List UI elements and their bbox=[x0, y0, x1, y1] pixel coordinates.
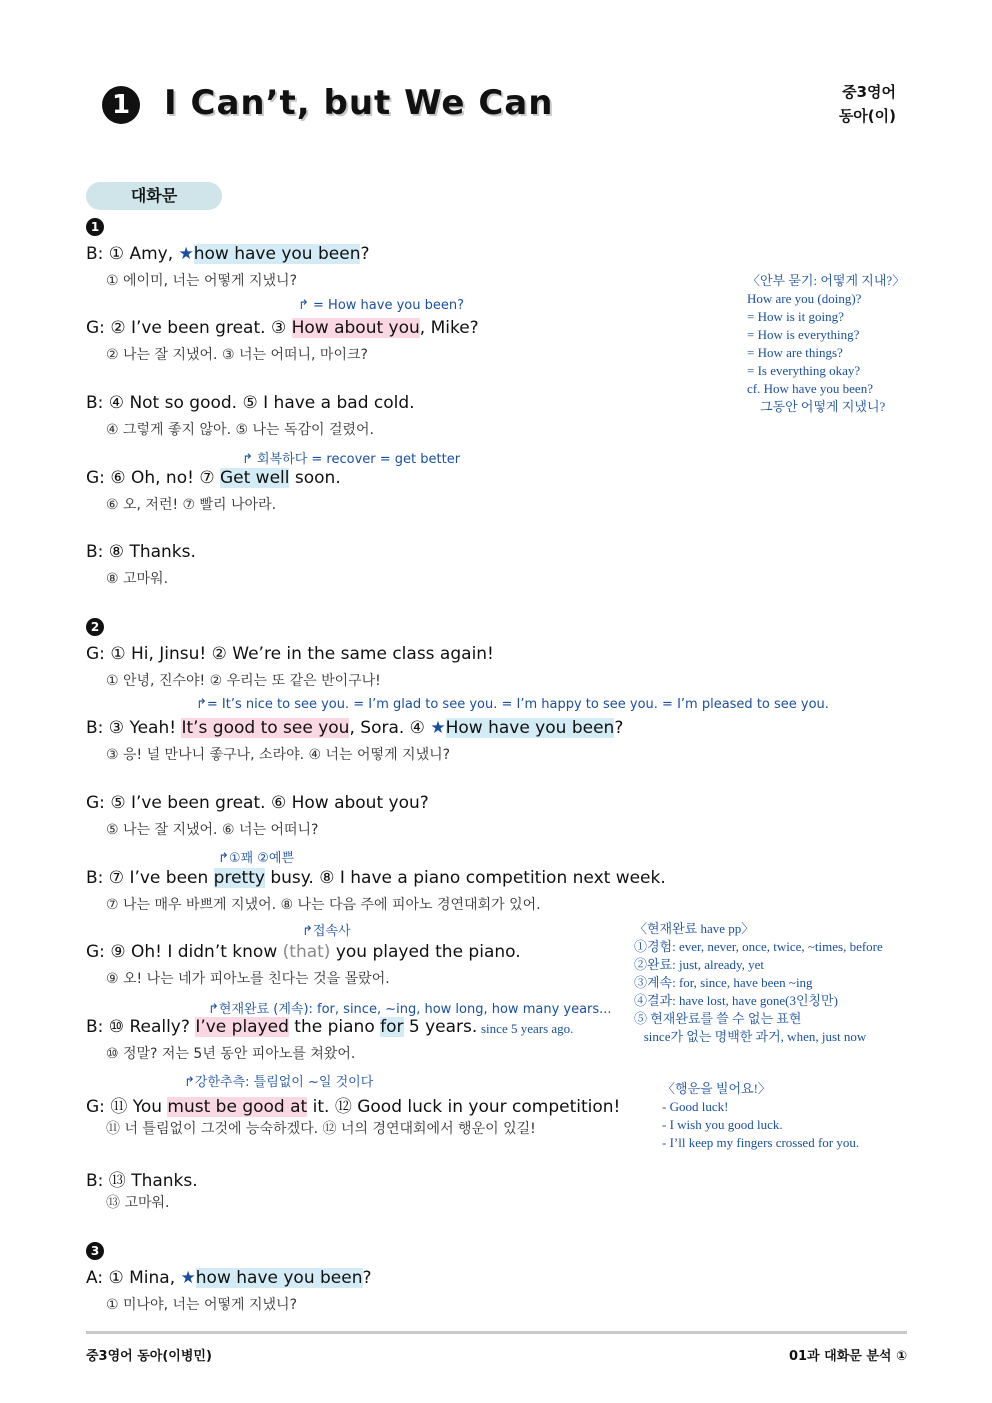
side-note-line: - I wish you good luck. bbox=[662, 1117, 783, 1132]
korean-translation: ⑦ 나는 매우 바쁘게 지냈어. ⑧ 나는 다음 주에 피아노 경연대회가 있어. bbox=[106, 897, 541, 913]
line-text: for bbox=[380, 1017, 404, 1037]
line-text: How about you bbox=[291, 318, 420, 338]
speaker-label: G: bbox=[86, 1097, 111, 1117]
header-meta bbox=[839, 80, 896, 128]
dialogue-line bbox=[86, 1268, 372, 1288]
side-note-line: = How are things? bbox=[747, 345, 843, 360]
side-note-line: = How is it going? bbox=[747, 309, 844, 324]
korean-translation: ⑤ 나는 잘 지냈어. ⑥ 너는 어떠니? bbox=[106, 822, 319, 838]
side-note-good-luck bbox=[662, 1080, 859, 1152]
line-text: busy. ⑧ I have a piano competition next week. bbox=[264, 868, 666, 888]
korean-translation: ① 미나야, 너는 어떻게 지냈니? bbox=[106, 1297, 297, 1313]
annotation-note: ↱ = How have you been? bbox=[298, 298, 464, 313]
line-text: ⑩ Really? bbox=[108, 1017, 196, 1037]
speaker-label: G: bbox=[86, 644, 111, 664]
line-text: How have you been bbox=[445, 718, 615, 738]
speaker-label: B: bbox=[86, 868, 109, 888]
side-note-line: cf. How have you been? bbox=[747, 381, 873, 396]
side-note-line: 〈행운을 빌어요!〉 bbox=[662, 1081, 771, 1096]
line-text: ? bbox=[362, 1268, 372, 1288]
side-note-present-perfect bbox=[634, 920, 883, 1046]
dialogue-line bbox=[86, 1166, 198, 1191]
annotation-note: ↱접속사 bbox=[302, 924, 351, 939]
section-label: 대화문 bbox=[86, 182, 222, 210]
side-note-line: = How is everything? bbox=[747, 327, 860, 342]
annotation-note: ↱현재완료 (계속): for, since, ~ing, how long, how many years... bbox=[208, 1002, 612, 1017]
star-icon: ★ bbox=[430, 718, 446, 738]
dialogue-number: 1 bbox=[86, 218, 104, 236]
footer-rule bbox=[86, 1331, 907, 1334]
korean-translation: ⑨ 오! 나는 네가 피아노를 친다는 것을 몰랐어. bbox=[106, 971, 390, 987]
dialogue-line bbox=[86, 644, 494, 664]
line-text: 5 years. bbox=[403, 1017, 478, 1037]
speaker-label: B: bbox=[86, 1171, 109, 1191]
line-text: I’ve played bbox=[195, 1017, 289, 1037]
lesson-number-badge: 1 bbox=[102, 86, 140, 124]
line-text: soon. bbox=[289, 468, 341, 488]
annotation-note: ↱강한추측: 틀림없이 ~일 것이다 bbox=[184, 1075, 374, 1090]
side-note-line: ①경험: ever, never, once, twice, ~times, before bbox=[634, 939, 883, 954]
side-note-line: - I’ll keep my fingers crossed for you. bbox=[662, 1135, 860, 1150]
dialogue-line bbox=[86, 942, 521, 962]
annotation-note: ↱= It’s nice to see you. = I’m glad to see you. = I’m happy to see you. = I’m pleased to see you. bbox=[196, 697, 829, 712]
star-icon: ★ bbox=[178, 244, 194, 264]
line-text: ? bbox=[360, 244, 370, 264]
side-note-greetings bbox=[747, 272, 905, 416]
dialogue-line bbox=[86, 393, 415, 413]
line-text: ① Mina, bbox=[108, 1268, 181, 1288]
aside-note: since 5 years ago. bbox=[481, 1021, 574, 1036]
side-note-line: 〈안부 묻기: 어떻게 지내?〉 bbox=[747, 273, 906, 288]
line-text: , Mike? bbox=[419, 318, 479, 338]
speaker-label: A: bbox=[86, 1268, 109, 1288]
line-text: must be good at bbox=[167, 1097, 308, 1117]
dialogue-line bbox=[86, 718, 623, 738]
korean-translation: ⑥ 오, 저런! ⑦ 빨리 나아라. bbox=[106, 497, 277, 513]
line-text: ⑥ Oh, no! ⑦ bbox=[110, 468, 220, 488]
line-text: the piano bbox=[288, 1017, 381, 1037]
line-text: It’s good to see you bbox=[181, 718, 350, 738]
speaker-label: G: bbox=[86, 942, 111, 962]
line-text: ① Amy, bbox=[108, 244, 179, 264]
side-note-line: How are you (doing)? bbox=[747, 291, 862, 306]
line-text: Get well bbox=[219, 468, 290, 488]
line-text: ② I’ve been great. ③ bbox=[110, 318, 292, 338]
side-note-line: = Is everything okay? bbox=[747, 363, 861, 378]
korean-translation: ③ 응! 널 만나니 좋구나, 소라야. ④ 너는 어떻게 지냈니? bbox=[106, 747, 451, 763]
speaker-label: B: bbox=[86, 718, 109, 738]
speaker-label: B: bbox=[86, 393, 109, 413]
dialogue-line bbox=[86, 318, 479, 338]
speaker-label: G: bbox=[86, 318, 111, 338]
side-note-line: ②완료: just, already, yet bbox=[634, 957, 765, 972]
side-note-line: ④결과: have lost, have gone(3인칭만) bbox=[634, 993, 838, 1008]
line-text: ③ Yeah! bbox=[108, 718, 182, 738]
speaker-label: G: bbox=[86, 468, 111, 488]
line-text: ⑬ Thanks. bbox=[108, 1171, 198, 1191]
line-text: ⑪ You bbox=[110, 1097, 168, 1117]
speaker-label: B: bbox=[86, 1017, 109, 1037]
side-note-line: - Good luck! bbox=[662, 1099, 729, 1114]
line-text: how have you been bbox=[193, 244, 361, 264]
line-text: ⑨ Oh! I didn’t know bbox=[110, 942, 283, 962]
publisher-label: 동아(이) bbox=[838, 107, 896, 125]
line-text: you played the piano. bbox=[330, 942, 521, 962]
dialogue-line bbox=[86, 244, 370, 264]
line-text: ① Hi, Jinsu! ② We’re in the same class again! bbox=[110, 644, 494, 664]
star-icon: ★ bbox=[180, 1268, 196, 1288]
side-note-line: 그동안 어떻게 지냈니? bbox=[747, 399, 886, 414]
dialogue-line bbox=[86, 1017, 477, 1037]
korean-translation: ④ 그렇게 좋지 않아. ⑤ 나는 독감이 걸렸어. bbox=[106, 422, 375, 438]
side-note-line: ③계속: for, since, have been ~ing bbox=[634, 975, 813, 990]
korean-translation: ① 에이미, 너는 어떻게 지냈니? bbox=[106, 273, 297, 289]
line-text: ⑤ I’ve been great. ⑥ How about you? bbox=[110, 793, 429, 813]
line-text: ④ Not so good. ⑤ I have a bad cold. bbox=[108, 393, 415, 413]
line-text: pretty bbox=[213, 868, 265, 888]
speaker-label: B: bbox=[86, 244, 109, 264]
line-text: (that) bbox=[282, 942, 331, 962]
korean-translation: ⑧ 고마워. bbox=[106, 571, 169, 587]
annotation-note: ↱ 회복하다 = recover = get better bbox=[242, 452, 461, 467]
line-text: , Sora. ④ bbox=[349, 718, 431, 738]
speaker-label: B: bbox=[86, 542, 109, 562]
footer-left: 중3영어 동아(이병민) bbox=[86, 1349, 212, 1364]
annotation-note: ↱①꽤 ②예쁜 bbox=[218, 851, 295, 866]
grade-label: 중3영어 bbox=[842, 83, 896, 101]
dialogue-line bbox=[86, 542, 196, 562]
korean-translation: ② 나는 잘 지냈어. ③ 너는 어떠니, 마이크? bbox=[106, 347, 368, 363]
line-text: ⑧ Thanks. bbox=[108, 542, 196, 562]
side-note-line: since가 없는 명백한 과거, when, just now bbox=[634, 1029, 867, 1044]
line-text: ⑦ I’ve been bbox=[108, 868, 214, 888]
korean-translation: ⑩ 정말? 저는 5년 동안 피아노를 쳐왔어. bbox=[106, 1046, 356, 1062]
side-note-line: 〈현재완료 have pp〉 bbox=[634, 921, 755, 936]
line-text: it. ⑫ Good luck in your competition! bbox=[307, 1097, 621, 1117]
dialogue-line bbox=[86, 1092, 620, 1117]
side-note-line: ⑤ 현재완료를 쓸 수 없는 표현 bbox=[634, 1011, 802, 1026]
dialogue-line bbox=[86, 793, 429, 813]
korean-translation: ① 안녕, 진수야! ② 우리는 또 같은 반이구나! bbox=[106, 673, 381, 689]
dialogue-number: 3 bbox=[86, 1242, 104, 1260]
line-text: ? bbox=[614, 718, 624, 738]
dialogue-number: 2 bbox=[86, 618, 104, 636]
dialogue-line bbox=[86, 868, 666, 888]
korean-translation: ⑬ 고마워. bbox=[106, 1195, 170, 1211]
korean-translation: ⑪ 너 틀림없이 그것에 능숙하겠다. ⑫ 너의 경연대회에서 행운이 있길! bbox=[106, 1121, 536, 1137]
speaker-label: G: bbox=[86, 793, 111, 813]
page-title: I Can’t, but We Can bbox=[164, 83, 554, 123]
line-text: how have you been bbox=[195, 1268, 363, 1288]
footer-right: 01과 대화문 분석 ① bbox=[788, 1349, 907, 1364]
dialogue-line bbox=[86, 468, 341, 488]
